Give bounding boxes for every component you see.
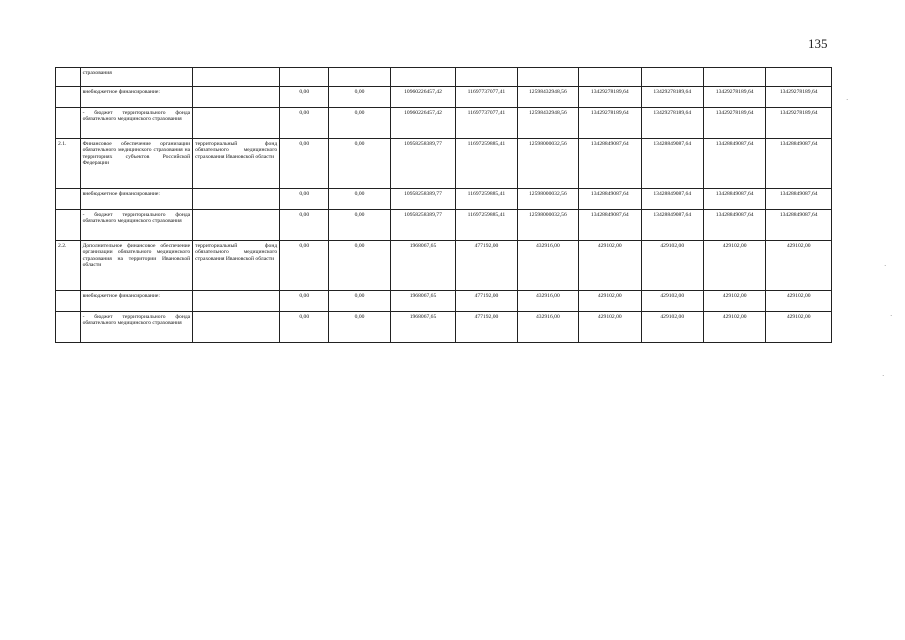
value-cell: 429102,00: [703, 241, 765, 291]
value-cell: 13429278189,64: [766, 108, 832, 139]
value-cell: 0,00: [329, 291, 390, 312]
row-executor-cell: территориальный фонд обязательного медицинского страхования Ивановской области: [193, 241, 280, 291]
table-body: [56, 68, 832, 343]
row-executor-cell: [193, 312, 280, 343]
value-cell: 432916,00: [517, 291, 578, 312]
row-name-cell: - бюджет территориального фонда обязательного медицинского страхования: [80, 312, 193, 343]
row-executor-cell: [193, 108, 280, 139]
row-number-cell: 2.1.: [56, 139, 81, 189]
value-cell: 429102,00: [641, 241, 703, 291]
value-cell: 429102,00: [703, 312, 765, 343]
value-cell: 12598000032,56: [517, 189, 578, 210]
value-cell: [517, 68, 578, 87]
table-row: [56, 241, 832, 291]
row-number-cell: [56, 210, 81, 241]
table-row: [56, 87, 832, 108]
value-cell: [456, 68, 517, 87]
value-cell: 13428849087,64: [766, 210, 832, 241]
value-cell: [329, 68, 390, 87]
row-name-cell: Дополнительное финансовое обеспечение организации обязательного медицинского страхования на территории Ивановской области: [80, 241, 193, 291]
value-cell: 429102,00: [579, 241, 641, 291]
value-cell: 13428849087,64: [766, 189, 832, 210]
row-name-cell: - бюджет территориального фонда обязательного медицинского страхования: [80, 108, 193, 139]
row-executor-cell: территориальный фонд обязательного медицинского страхования Ивановской области: [193, 139, 280, 189]
value-cell: 1968067,65: [390, 241, 456, 291]
value-cell: 429102,00: [641, 291, 703, 312]
value-cell: 10960226457,42: [390, 87, 456, 108]
value-cell: [703, 68, 765, 87]
value-cell: 13428849087,64: [766, 139, 832, 189]
value-cell: 11697737077,41: [456, 108, 517, 139]
value-cell: 11697259885,41: [456, 139, 517, 189]
table-row: [56, 139, 832, 189]
row-number-cell: [56, 108, 81, 139]
value-cell: [390, 68, 456, 87]
scan-mark: ·: [882, 372, 885, 380]
value-cell: 11697259885,41: [456, 210, 517, 241]
value-cell: 13428849087,64: [641, 210, 703, 241]
row-number-cell: [56, 189, 81, 210]
value-cell: 10958258389,77: [390, 139, 456, 189]
row-number-cell: [56, 87, 81, 108]
row-number-cell: [56, 68, 81, 87]
row-name-cell: - бюджет территориального фонда обязательного медицинского страхования: [80, 210, 193, 241]
value-cell: 477192,00: [456, 291, 517, 312]
value-cell: 0,00: [329, 87, 390, 108]
row-name-cell: страхования: [80, 68, 193, 87]
budget-table: [55, 67, 832, 343]
value-cell: 13429278189,64: [579, 87, 641, 108]
scan-mark: ·: [884, 262, 887, 270]
row-name-cell: Финансовое обеспечение организации обязательного медицинского страхования на территориях субъектов Российской Федерации: [80, 139, 193, 189]
value-cell: 12598432948,56: [517, 87, 578, 108]
value-cell: 13429278189,64: [703, 87, 765, 108]
value-cell: 0,00: [280, 189, 329, 210]
value-cell: 0,00: [329, 210, 390, 241]
value-cell: 13428849087,64: [641, 139, 703, 189]
value-cell: 10960226457,42: [390, 108, 456, 139]
value-cell: 1968067,65: [390, 312, 456, 343]
value-cell: 13428849087,64: [703, 210, 765, 241]
table-row: [56, 108, 832, 139]
value-cell: 0,00: [329, 241, 390, 291]
value-cell: 0,00: [280, 241, 329, 291]
value-cell: 0,00: [329, 139, 390, 189]
value-cell: 0,00: [280, 312, 329, 343]
row-executor-cell: [193, 210, 280, 241]
value-cell: 432916,00: [517, 312, 578, 343]
value-cell: 13428849087,64: [641, 189, 703, 210]
value-cell: 13428849087,64: [579, 189, 641, 210]
value-cell: [766, 68, 832, 87]
value-cell: 12598432948,56: [517, 108, 578, 139]
value-cell: 13429278189,64: [641, 87, 703, 108]
row-number-cell: [56, 312, 81, 343]
row-executor-cell: [193, 291, 280, 312]
value-cell: 0,00: [280, 87, 329, 108]
value-cell: 13428849087,64: [579, 210, 641, 241]
value-cell: 429102,00: [766, 312, 832, 343]
row-name-cell: внебюджетное финансирование:: [80, 87, 193, 108]
value-cell: 0,00: [280, 139, 329, 189]
table-row: [56, 68, 832, 87]
value-cell: 13429278189,64: [766, 87, 832, 108]
value-cell: 477192,00: [456, 241, 517, 291]
value-cell: [641, 68, 703, 87]
budget-table-container: [55, 67, 832, 343]
value-cell: 11697737077,41: [456, 87, 517, 108]
value-cell: 10958258389,77: [390, 189, 456, 210]
row-number-cell: [56, 291, 81, 312]
value-cell: 429102,00: [766, 241, 832, 291]
value-cell: 0,00: [329, 312, 390, 343]
value-cell: 0,00: [329, 108, 390, 139]
row-executor-cell: [193, 68, 280, 87]
row-executor-cell: [193, 189, 280, 210]
row-executor-cell: [193, 87, 280, 108]
page-number: 135: [808, 36, 828, 51]
value-cell: 477192,00: [456, 312, 517, 343]
value-cell: 0,00: [280, 210, 329, 241]
value-cell: 13428849087,64: [703, 189, 765, 210]
row-number-cell: 2.2.: [56, 241, 81, 291]
value-cell: 13429278189,64: [579, 108, 641, 139]
value-cell: 10958258389,77: [390, 210, 456, 241]
value-cell: 12598000032,56: [517, 139, 578, 189]
value-cell: [579, 68, 641, 87]
value-cell: 13428849087,64: [579, 139, 641, 189]
scan-mark: ·: [890, 312, 893, 320]
row-name-cell: внебюджетное финансирование:: [80, 291, 193, 312]
value-cell: 12598000032,56: [517, 210, 578, 241]
row-name-cell: внебюджетное финансирование:: [80, 189, 193, 210]
value-cell: 1968067,65: [390, 291, 456, 312]
table-row: [56, 312, 832, 343]
table-row: [56, 189, 832, 210]
value-cell: 11697259885,41: [456, 189, 517, 210]
table-row: [56, 210, 832, 241]
table-row: [56, 291, 832, 312]
value-cell: [280, 68, 329, 87]
value-cell: 13428849087,64: [703, 139, 765, 189]
value-cell: 432916,00: [517, 241, 578, 291]
value-cell: 429102,00: [579, 312, 641, 343]
value-cell: 0,00: [329, 189, 390, 210]
value-cell: 13429278189,64: [641, 108, 703, 139]
value-cell: 429102,00: [703, 291, 765, 312]
scan-mark: ·: [846, 96, 849, 104]
value-cell: 429102,00: [641, 312, 703, 343]
value-cell: 0,00: [280, 108, 329, 139]
value-cell: 429102,00: [766, 291, 832, 312]
value-cell: 13429278189,64: [703, 108, 765, 139]
value-cell: 0,00: [280, 291, 329, 312]
value-cell: 429102,00: [579, 291, 641, 312]
